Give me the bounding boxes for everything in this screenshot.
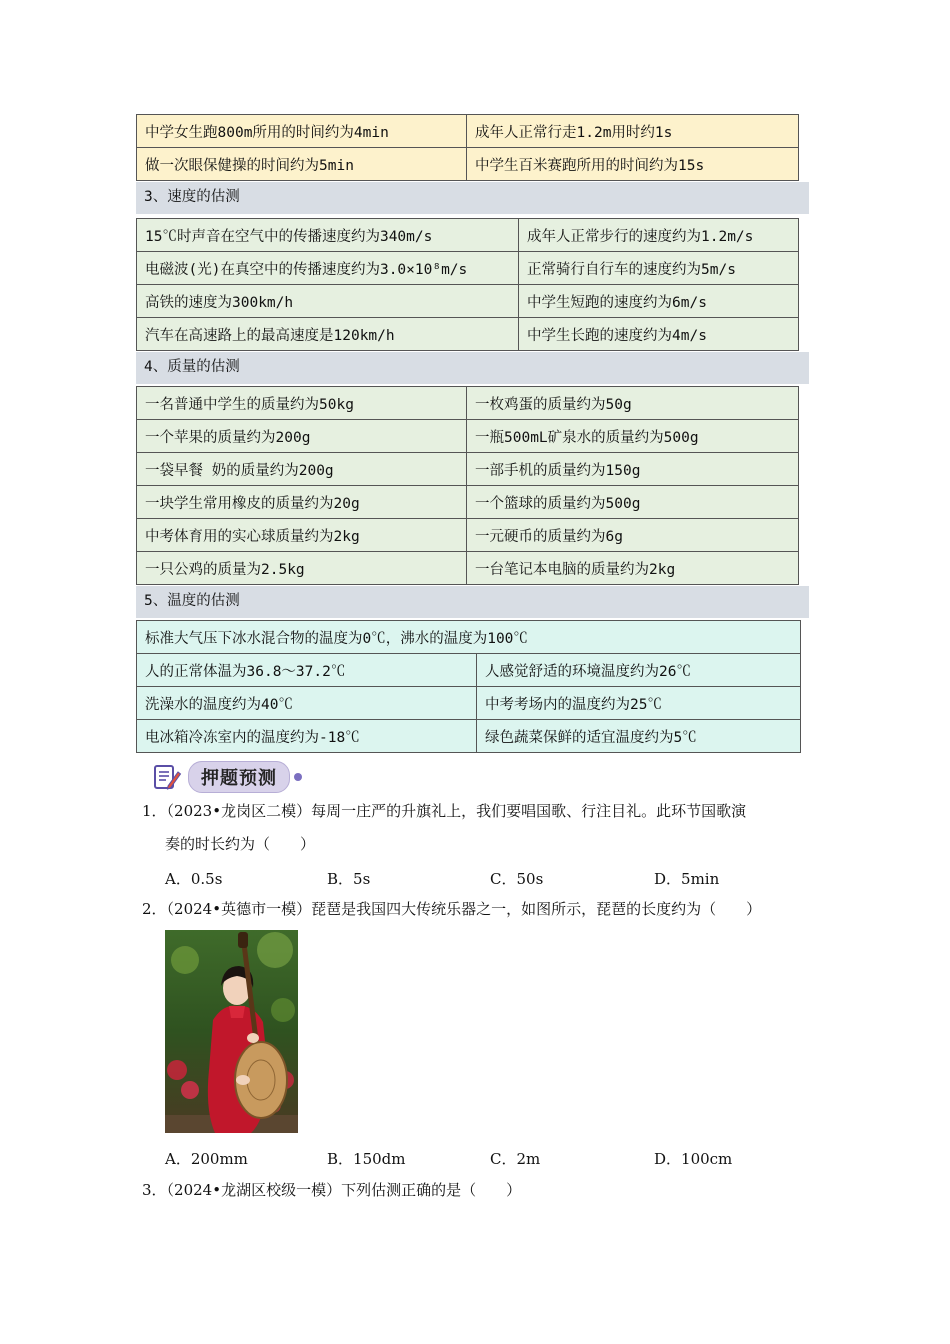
table-cell: 中学女生跑800m所用的时间约为4min [137, 115, 467, 148]
table-cell: 人的正常体温为36.8～37.2℃ [137, 654, 477, 687]
table-cell: 一瓶500mL矿泉水的质量约为500g [467, 420, 799, 453]
banner-title: 押题预测 [188, 761, 290, 793]
table-cell: 一块学生常用橡皮的质量约为20g [137, 486, 467, 519]
question-3-line1: 3．（2024•龙湖区校级一模）下列估测正确的是（ ） [142, 1181, 522, 1199]
table-cell: 人感觉舒适的环境温度约为26℃ [477, 654, 801, 687]
question-2-option-b[interactable]: B．150dm [327, 1150, 406, 1168]
table-cell: 中学生百米赛跑所用的时间约为15s [467, 148, 799, 181]
table-row [137, 519, 799, 552]
table-cell: 汽车在高速路上的最高速度是120km/h [137, 318, 519, 351]
question-1-line2: 奏的时长约为（ ） [165, 835, 316, 853]
table-cell: 高铁的速度为300km/h [137, 285, 519, 318]
table-row [137, 252, 799, 285]
table-row [137, 420, 799, 453]
table-cell: 一只公鸡的质量为2.5kg [137, 552, 467, 585]
question-2-option-a[interactable]: A．200mm [165, 1150, 248, 1168]
table-cell: 一名普通中学生的质量约为50kg [137, 387, 467, 420]
question-1-option-a[interactable]: A．0.5s [165, 870, 223, 888]
pipa-player-photo [165, 930, 298, 1133]
table-cell: 一个篮球的质量约为500g [467, 486, 799, 519]
table-cell: 成年人正常行走1.2m用时约1s [467, 115, 799, 148]
table-row [137, 285, 799, 318]
table-cell: 中学生长跑的速度约为4m/s [519, 318, 799, 351]
table-row [137, 654, 801, 687]
table-row [137, 115, 799, 148]
table-row [137, 486, 799, 519]
table-row [137, 318, 799, 351]
table-cell: 成年人正常步行的速度约为1.2m/s [519, 219, 799, 252]
speed-estimate-table [136, 218, 799, 351]
section-heading-mass: 4、质量的估测 [136, 352, 809, 384]
table-row [137, 687, 801, 720]
table-row [137, 453, 799, 486]
table-row [137, 148, 799, 181]
table-cell: 洗澡水的温度约为40℃ [137, 687, 477, 720]
table-row [137, 219, 799, 252]
section-heading-speed: 3、速度的估测 [136, 182, 809, 214]
table-row [137, 552, 799, 585]
table-row [137, 387, 799, 420]
table-cell: 一枚鸡蛋的质量约为50g [467, 387, 799, 420]
prediction-banner [152, 760, 302, 794]
question-1-option-d[interactable]: D．5min [654, 870, 720, 888]
notepad-pen-icon [152, 762, 182, 792]
table-cell: 一个苹果的质量约为200g [137, 420, 467, 453]
banner-dot [294, 773, 302, 781]
question-2-option-c[interactable]: C．2m [490, 1150, 541, 1168]
temperature-estimate-table [136, 620, 801, 753]
question-1-option-b[interactable]: B．5s [327, 870, 371, 888]
table-cell: 做一次眼保健操的时间约为5min [137, 148, 467, 181]
table-cell: 正常骑行自行车的速度约为5m/s [519, 252, 799, 285]
table-cell: 中考体育用的实心球质量约为2kg [137, 519, 467, 552]
table-cell: 绿色蔬菜保鲜的适宜温度约为5℃ [477, 720, 801, 753]
table-row [137, 720, 801, 753]
table-cell: 中考考场内的温度约为25℃ [477, 687, 801, 720]
question-2-option-d[interactable]: D．100cm [654, 1150, 733, 1168]
table-cell: 一袋早餐 奶的质量约为200g [137, 453, 467, 486]
table-cell: 一台笔记本电脑的质量约为2kg [467, 552, 799, 585]
mass-estimate-table [136, 386, 799, 585]
table-cell: 电冰箱冷冻室内的温度约为-18℃ [137, 720, 477, 753]
table-cell: 一元硬币的质量约为6g [467, 519, 799, 552]
table-row [137, 621, 801, 654]
table-cell: 一部手机的质量约为150g [467, 453, 799, 486]
time-estimate-table [136, 114, 799, 181]
table-cell: 电磁波(光)在真空中的传播速度约为3.0×10⁸m/s [137, 252, 519, 285]
question-1-option-c[interactable]: C．50s [490, 870, 544, 888]
question-1-line1: 1．（2023•龙岗区二模）每周一庄严的升旗礼上，我们要唱国歌、行注目礼。此环节国歌演 [142, 802, 747, 820]
table-cell: 中学生短跑的速度约为6m/s [519, 285, 799, 318]
table-cell: 15℃时声音在空气中的传播速度约为340m/s [137, 219, 519, 252]
section-heading-temperature: 5、温度的估测 [136, 586, 809, 618]
table-cell: 标准大气压下冰水混合物的温度为0℃，沸水的温度为100℃ [137, 621, 801, 654]
question-2-line1: 2．（2024•英德市一模）琵琶是我国四大传统乐器之一，如图所示，琵琶的长度约为（ ） [142, 900, 762, 918]
